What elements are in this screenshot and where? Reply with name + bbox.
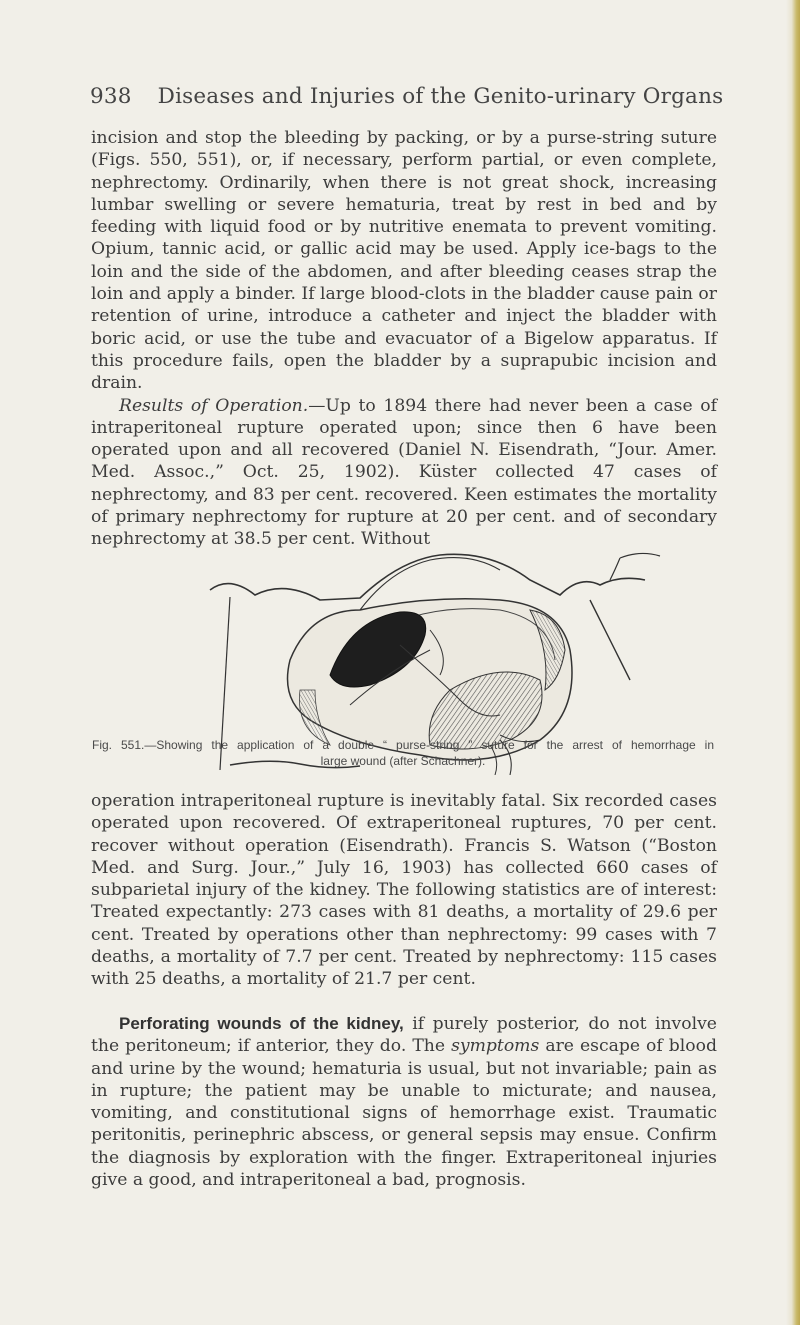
perforating-text-a: if purely posterior, do not involve the peritoneum; if anterior, they do. The xyxy=(91,1014,717,1057)
paragraph-treatment: incision and stop the bleeding by packing, or by a purse-string suture (Figs. 550, 551), or, if necessary, perform partial, or even complete, nephrectomy. Ordinarily, when there is not great shock, increasing lumbar swelling or severe hematuria, treat by rest in bed and by feeding with liquid food or by nutritive enemata to prevent vomiting. Opium, tannic acid, or gallic acid may be used. Apply ice-bags to the loin and the side of the abdomen, and after bleeding ceases strap the loin and apply a binder. If large blood-clots in the bladder cause pain or retention of urine, introduce a catheter and inject the bladder with boric acid, or use the tube and evacuator of a Bigelow apparatus. If this procedure fails, open the bladder by a suprapubic incision and drain. xyxy=(91,128,717,394)
paragraph-statistics: operation intraperitoneal rupture is inevitably fatal. Six recorded cases operated upon recovered. Of extraperitoneal ruptures, 70 per cent. recover without operation (Eisendrath). Francis S. Watson (“Boston Med. and Surg. Jour.,” July 16, 1903) has collected 660 cases of subparietal injury of the kidney. The following statistics are of interest: Treated expectantly: 273 cases with 81 deaths, a mortality of 29.6 per cent. Treated by operations other than nephrectomy: 99 cases with 7 deaths, a mortality of 7.7 per cent. Treated by nephrectomy: 115 cases with 25 deaths, a mortality of 21.7 per cent. xyxy=(91,791,717,990)
caption-line-2: large wound (after Schachner). xyxy=(320,754,486,768)
page-edge-stain xyxy=(786,0,800,1325)
caption-line-1: Fig. 551.—Showing the application of a double “ purse-string ” suture for the arrest of hemorrhage in xyxy=(92,738,714,752)
symptoms-word: symptoms xyxy=(451,1036,540,1057)
results-heading: Results of Operation. xyxy=(119,395,309,416)
page-number: 938 xyxy=(90,84,132,109)
paragraph-results: —Up to 1894 there had never been a case of intraperitoneal rupture operated upon; since then 6 have been operated upon and all recovered (Daniel N. Eisendrath, “Jour. Amer. Med. Assoc.,” Oct. 25, 1902). Küster collected 47 cases of nephrectomy, and 83 per cent. recovered. Keen estimates the mortality of primary nephrectomy for rupture at 20 per cent. and of secondary nephrectomy at 38.5 per cent. Without xyxy=(91,395,717,550)
running-title: Diseases and Injuries of the Genito-urinary Organs xyxy=(157,84,724,109)
perforating-text-b: are escape of blood and urine by the wound; hematuria is usual, but not invariable; pain as in rupture; the patient may be unable to micturate; and nausea, vomiting, and constitutional signs of hemorrhage exist. Traumatic peritonitis, perinephric abscess, or general sepsis may ensue. Confirm the diagnosis by exploration with the finger. Extraperitoneal injuries give a good, and intraperitoneal a bad, prognosis. xyxy=(91,1036,717,1191)
paragraph-perforating-wounds xyxy=(91,1013,717,1191)
running-header xyxy=(90,84,730,116)
perforating-heading: Perforating wounds of the kidney, xyxy=(119,1014,404,1033)
figure-caption xyxy=(92,737,714,769)
body-text-top xyxy=(91,127,717,551)
